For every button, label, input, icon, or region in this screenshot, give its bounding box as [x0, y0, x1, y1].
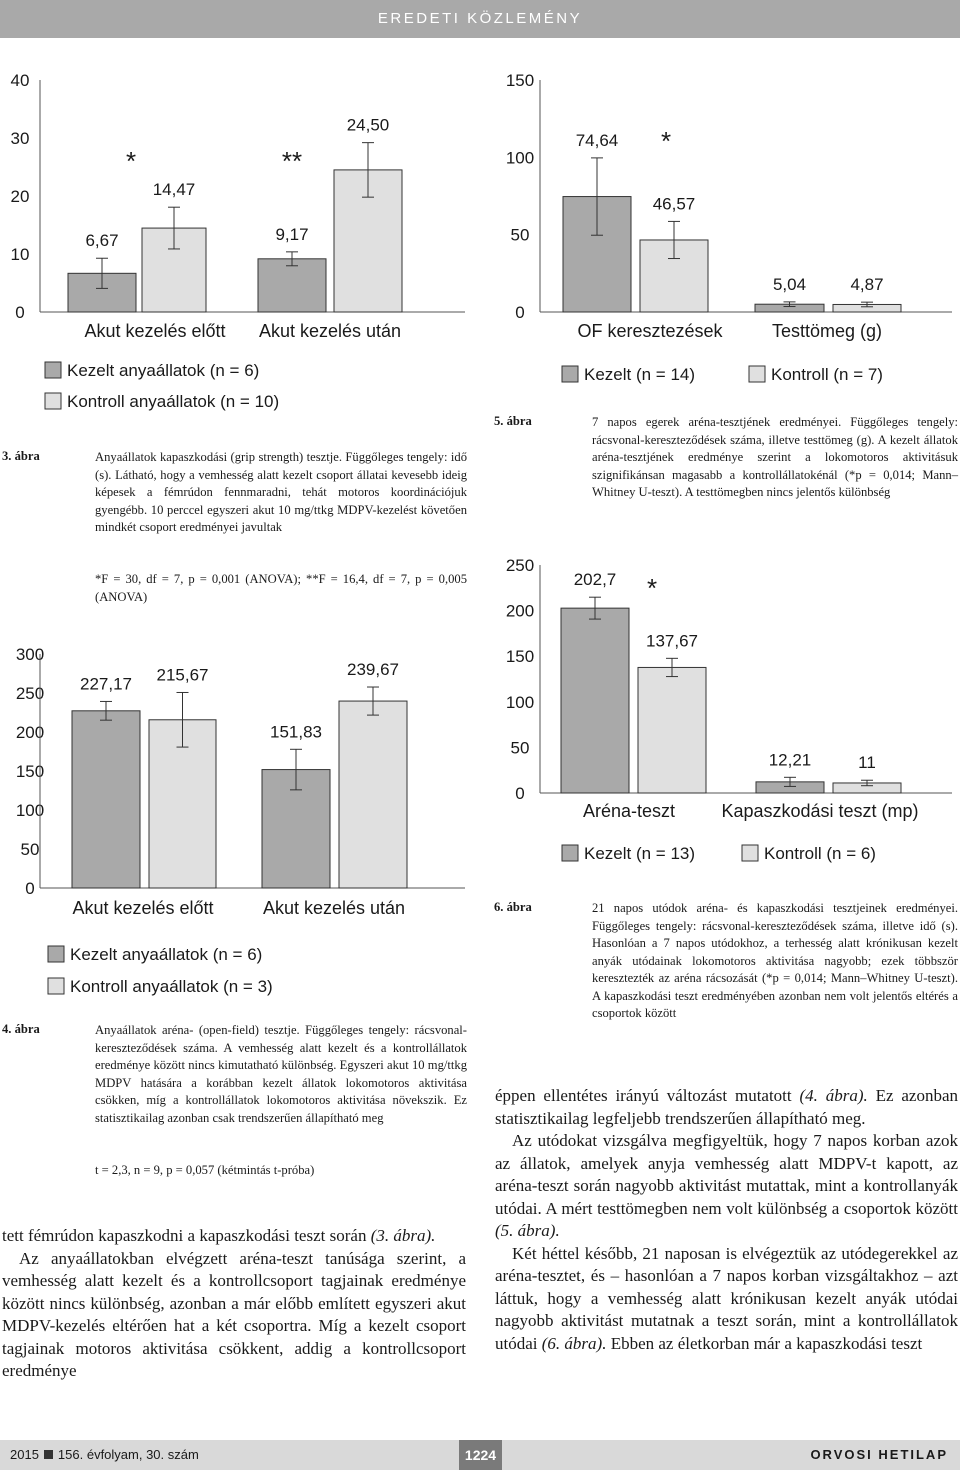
y-tick-label: 200	[15, 723, 45, 742]
y-tick-label: 250	[15, 684, 45, 703]
legend-swatch	[562, 845, 578, 861]
body-right-p1b: Ez azonban statisztikailag legfeljebb trendszerűen állapítható meg.	[495, 1086, 959, 1128]
legend-label: Kezelt (n = 13)	[584, 844, 696, 863]
body-right-p3b: Ebben az életkorban már a kapaszkodási teszt	[610, 1333, 923, 1353]
y-tick-label: 10	[10, 245, 30, 264]
y-tick-label: 100	[505, 692, 535, 712]
y-tick-label: 250	[505, 556, 535, 575]
fig5-caption: 7 napos egerek aréna-tesztjének eredményei. Függőleges tengely: rácsvonal-kereszteződések száma, illetve testtömeg (g). A kezelt állatok aréna-tesztjének eredménye szerint a lokomotoros aktivitásuk szignifikánsan magasabb a kontrollállatokénál (*p = 0,014; Mann–Whitney U-teszt). A testtömegben nincs jelentős különbség	[592, 415, 958, 499]
data-label: 215,67	[156, 665, 209, 685]
fig4-ref: (4. ábra).	[799, 1086, 868, 1105]
category-label: Akut kezelés előtt	[72, 898, 214, 918]
category-label: Testtömeg (g)	[771, 321, 883, 341]
fig3-label: 3. ábra	[2, 449, 40, 463]
y-tick-label: 50	[20, 840, 40, 859]
legend-label: Kontroll (n = 6)	[764, 844, 876, 863]
fig4-label: 4. ábra	[2, 1022, 40, 1036]
category-label: Akut kezelés után	[262, 898, 406, 918]
significance-mark: *	[125, 146, 137, 176]
legend-label: Kezelt anyaállatok (n = 6)	[70, 945, 263, 964]
body-right-p1: éppen ellentétes irányú változást mutatott	[495, 1086, 792, 1105]
fig6-label: 6. ábra	[494, 900, 532, 914]
category-label: OF keresztezések	[577, 321, 723, 341]
data-label: 227,17	[80, 674, 132, 694]
y-tick-label: 20	[10, 187, 30, 206]
y-tick-label: 200	[505, 601, 535, 621]
fig4-stats: t = 2,3, n = 9, p = 0,057 (kétmintás t-próba)	[95, 1163, 315, 1177]
y-tick-label: 0	[15, 303, 25, 322]
data-label: 6,67	[85, 231, 119, 251]
body-right	[495, 1085, 958, 1355]
page-number: 1224	[459, 1440, 502, 1470]
body-right-p2: Az utódokat vizsgálva megfigyeltük, hogy 7 napos korban azok az állatok, amelyek anyja vemhesség alatt MDPV-t kapott, az aréna-teszt során nagyobb aktivitást mutattak, mint a kontrollanyák utódai. A mért testtömegben nem volt különbség a csoportok között	[495, 1131, 958, 1218]
data-label: 9,17	[275, 224, 309, 244]
fig5-ref: (5. ábra).	[495, 1221, 560, 1240]
fig4-chart	[0, 640, 480, 1010]
legend-swatch	[48, 978, 64, 994]
fig5-label: 5. ábra	[494, 414, 532, 428]
y-tick-label: 150	[15, 762, 45, 781]
data-label: 24,50	[346, 115, 390, 135]
fig6-ref: (6. ábra).	[541, 1333, 607, 1353]
significance-mark: **	[281, 146, 303, 176]
data-label: 12,21	[768, 750, 812, 770]
body-left	[2, 1225, 466, 1383]
data-label: 14,47	[152, 180, 196, 200]
data-label: 151,83	[270, 722, 322, 742]
bar	[561, 608, 629, 793]
y-tick-label: 40	[10, 71, 30, 90]
y-tick-label: 100	[505, 148, 535, 168]
legend-label: Kezelt anyaállatok (n = 6)	[67, 361, 260, 380]
fig3-ref: (3. ábra).	[370, 1226, 436, 1245]
legend-swatch	[45, 362, 61, 378]
body-left-p1: tett fémrúdon kapaszkodni a kapaszkodási teszt során	[2, 1226, 367, 1245]
data-label: 202,7	[573, 570, 617, 590]
legend-label: Kontroll (n = 7)	[771, 365, 883, 384]
fig3-caption: Anyaállatok kapaszkodási (grip strength) tesztje. Függőleges tengely: idő (s). Látható, hogy a vemhesség alatt kezelt csoport állatai kevesebb ideig képesek a fémrúdon fennmaradni, tehát motoros koordinációjuk gyengébb. 10 perccel egyszeri akut 10 mg/ttkg MDPV-kezelést követően mindkét csoport eredményei javultak	[95, 450, 467, 534]
data-label: 46,57	[652, 194, 696, 214]
bar	[258, 259, 326, 312]
legend-swatch	[45, 393, 61, 409]
legend-swatch	[742, 845, 758, 861]
category-label: Kapaszkodási teszt (mp)	[721, 801, 919, 821]
legend-swatch	[562, 366, 578, 382]
bar	[72, 711, 140, 888]
square-bullet-icon	[44, 1450, 53, 1459]
data-label: 4,87	[850, 275, 884, 295]
legend-label: Kezelt (n = 14)	[584, 365, 696, 384]
significance-mark: *	[660, 126, 672, 156]
fig6-caption: 21 napos utódok aréna- és kapaszkodási tesztjeinek eredményei. Függőleges tengely: rácsvonal-kereszteződések száma, illetve idő (s). Hasonlóan a 7 napos utódokhoz, a terhesség alatt krónikusan kezelt anyák utódainak lokomotoros aktivitása nagyobb; ezek többször keresztezték az aréna rácsozását (*p = 0,014; Mann–Whitney U-teszt). A kapaszkodási teszt eredményében azonban nem volt jelentős eltérés a csoportok között	[592, 901, 958, 1020]
fig3-chart	[0, 60, 480, 430]
body-right-p3: Két héttel később, 21 naposan is elvégeztük az utódegerekkel az aréna-tesztet, és – hasonlóan a 7 napos korban vizsgáltakhoz – azt láttuk, hogy a vemhesség alatt krónikusan kezelt anyák utódai nagyobb aktivitást mutatnak a teszt során, mint a kontrollállatok utódai	[495, 1243, 958, 1353]
y-tick-label: 50	[510, 225, 530, 245]
category-label: Akut kezelés után	[258, 321, 402, 341]
data-label: 239,67	[347, 660, 399, 680]
y-tick-label: 50	[510, 738, 530, 758]
legend-swatch	[749, 366, 765, 382]
data-label: 5,04	[772, 274, 807, 294]
body-left-p2: Az anyaállatokban elvégzett aréna-teszt tanúsága szerint, a vemhesség alatt kezelt és a kontrollcsoport tagjainak eredménye között nincs különbség, azonban a már előbb említett egyszeri akut MDPV-kezelés eltérően hat a két csoportra. Míg a kezelt csoport tagjainak motoros aktivitása csökkent, addig a kontrollcsoport eredménye	[2, 1248, 466, 1380]
page-footer	[0, 1440, 960, 1470]
fig3-stats: *F = 30, df = 7, p = 0,001 (ANOVA); **F = 16,4, df = 7, p = 0,005 (ANOVA)	[95, 572, 467, 604]
footer-volume: 156. évfolyam, 30. szám	[57, 1447, 199, 1462]
bar	[638, 667, 706, 793]
y-tick-label: 0	[515, 784, 525, 803]
y-tick-label: 150	[505, 71, 535, 90]
bar	[339, 701, 407, 888]
fig6-chart	[490, 555, 960, 885]
fig5-chart	[490, 60, 960, 400]
significance-mark: *	[646, 573, 658, 603]
y-tick-label: 300	[15, 645, 45, 664]
category-label: Akut kezelés előtt	[84, 321, 226, 341]
journal-name: ORVOSI HETILAP	[810, 1447, 948, 1462]
data-label: 137,67	[646, 631, 698, 651]
legend-label: Kontroll anyaállatok (n = 10)	[67, 392, 280, 411]
category-label: Aréna-teszt	[582, 801, 676, 821]
footer-year: 2015	[10, 1447, 39, 1462]
y-tick-label: 30	[10, 129, 30, 148]
y-tick-label: 0	[515, 303, 525, 322]
y-tick-label: 100	[15, 801, 45, 820]
legend-label: Kontroll anyaállatok (n = 3)	[70, 977, 273, 996]
legend-swatch	[48, 946, 64, 962]
fig4-caption: Anyaállatok aréna- (open-field) tesztje. Függőleges tengely: rácsvonal-kereszteződések száma. A vemhesség alatt kezelt és a kontrollállatok eredménye között nincs kimutatható különbség. Egyszeri akut 10 mg/ttkg MDPV hatására a korábban kezelt állatok lokomotoros aktivitása csökken, míg a kontrollállatok lokomotoros aktivitása növekszik. Ez statisztikailag azonban csak trendszerűen állapítható meg	[95, 1023, 467, 1125]
data-label: 11	[858, 753, 876, 773]
y-tick-label: 0	[25, 879, 35, 898]
section-header: EREDETI KÖZLEMÉNY	[0, 0, 960, 38]
data-label: 74,64	[575, 130, 619, 150]
footer-issue	[10, 1447, 199, 1462]
y-tick-label: 150	[505, 647, 535, 667]
